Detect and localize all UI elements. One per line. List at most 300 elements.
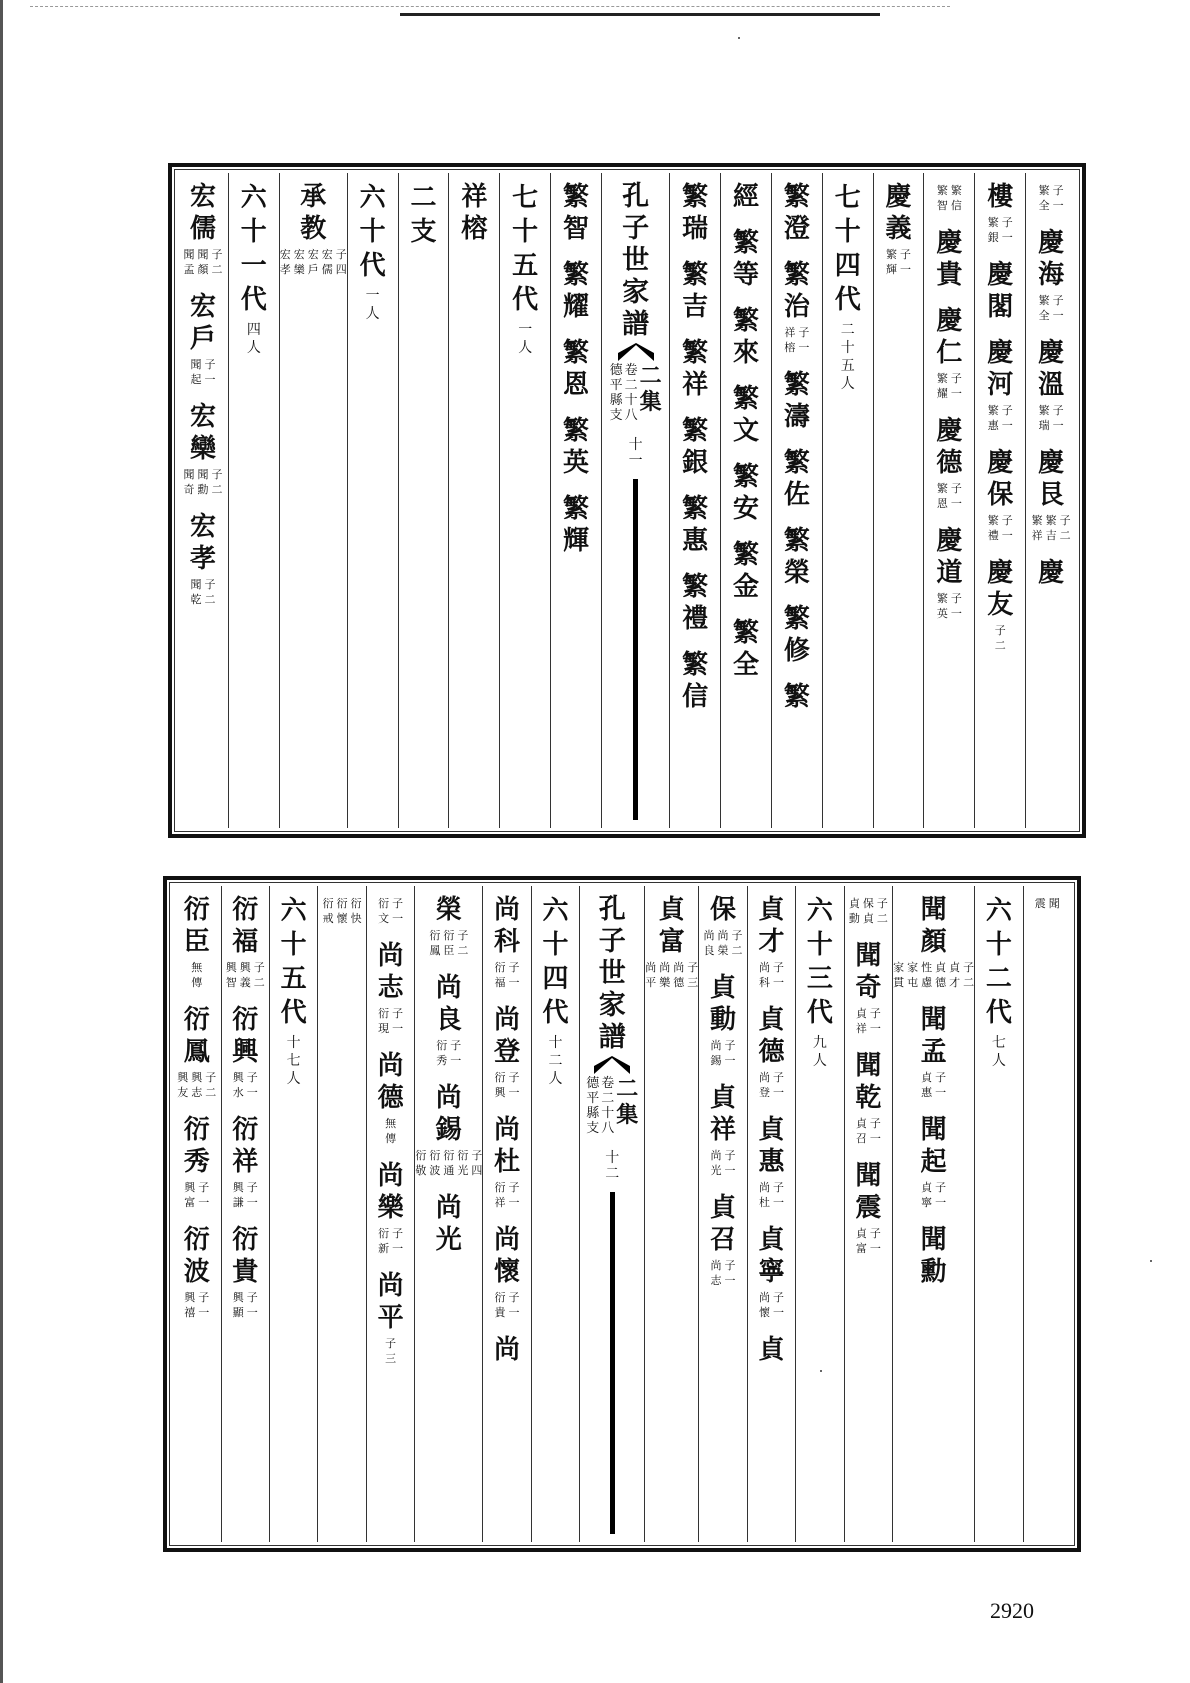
list-item xyxy=(280,181,347,277)
annotation: 聞 顏 xyxy=(197,248,209,276)
fishtail-mark-icon xyxy=(618,343,654,361)
list-item xyxy=(378,940,404,1036)
list-item xyxy=(378,1160,404,1256)
list-item xyxy=(710,1192,736,1288)
annotation: 衍 波 xyxy=(429,1149,441,1177)
annotation: 尚 錫 xyxy=(710,1039,722,1067)
list-item xyxy=(784,681,810,713)
annotation: 興 水 xyxy=(232,1071,244,1099)
person-name: 樓 xyxy=(987,182,1014,212)
generation-title: 六 十 一 代 xyxy=(240,183,267,315)
list-item xyxy=(937,181,962,213)
annotation: 性 慮 xyxy=(921,961,933,989)
person-name: 繁 xyxy=(783,682,810,712)
list-item xyxy=(682,259,708,323)
annotation: 尚 科 xyxy=(758,961,770,989)
person-name: 繁 耀 xyxy=(563,260,590,322)
person-name: 慶 義 xyxy=(885,182,912,244)
name-list-column xyxy=(550,173,601,828)
list-item xyxy=(1035,894,1060,911)
annotation-group xyxy=(704,928,743,958)
annotation: 子 一 xyxy=(508,1071,520,1099)
list-item xyxy=(563,493,589,557)
annotation: 子 一 xyxy=(198,1291,210,1319)
generation-heading-column xyxy=(822,173,873,828)
annotation: 尚 光 xyxy=(710,1149,722,1177)
annotation-group xyxy=(385,1116,396,1146)
annotation: 繁 瑞 xyxy=(1038,404,1050,432)
volume-label: 卷 二 十 八 xyxy=(601,1076,615,1136)
annotation-group xyxy=(226,960,265,990)
annotation: 子 二 xyxy=(731,929,743,957)
annotation: 子 一 xyxy=(392,897,404,925)
annotation: 繁 耀 xyxy=(936,372,948,400)
annotation-group xyxy=(190,577,215,607)
annotation: 衍 鳳 xyxy=(429,929,441,957)
annotation-group xyxy=(937,183,962,213)
person-name: 繁 來 xyxy=(733,306,760,368)
annotation: 貞 動 xyxy=(848,897,860,925)
annotation: 子 一 xyxy=(772,961,784,989)
person-name: 尚 登 xyxy=(494,1005,521,1067)
annotation: 子 二 xyxy=(211,468,223,496)
person-name: 尚 志 xyxy=(377,941,404,1003)
person-name: 宏 儒 xyxy=(189,182,216,244)
annotation-group xyxy=(893,960,974,990)
annotation: 繁 吉 xyxy=(1045,514,1057,542)
annotation: 聞 xyxy=(1048,897,1060,910)
annotation: 子 一 xyxy=(935,1071,947,1099)
person-name: 尚 樂 xyxy=(377,1161,404,1223)
person-name: 繁 等 xyxy=(733,228,760,290)
person-name: 貞 惠 xyxy=(758,1115,785,1177)
annotation: 貞 富 xyxy=(855,1227,867,1255)
list-item xyxy=(733,539,759,603)
annotation: 子 一 xyxy=(772,1291,784,1319)
generation-count: 九 人 xyxy=(812,1035,827,1069)
top-genealogy-page xyxy=(168,163,1086,838)
annotation-group xyxy=(233,1180,258,1210)
person-name: 繁 恩 xyxy=(563,338,590,400)
annotation: 興 友 xyxy=(177,1071,189,1099)
annotation-group xyxy=(988,215,1013,245)
person-name: 繁 信 xyxy=(682,650,709,712)
annotation: 子 一 xyxy=(246,1071,258,1099)
list-item xyxy=(682,649,708,713)
person-name: 聞 震 xyxy=(855,1161,882,1223)
annotation: 宏 儒 xyxy=(321,248,333,276)
annotation-group xyxy=(280,247,347,277)
entry-column xyxy=(892,886,974,1542)
center-title-column xyxy=(601,173,669,828)
person-name: 聞 顏 xyxy=(920,895,947,957)
person-name: 宏 戶 xyxy=(189,292,216,354)
annotation: 家 屯 xyxy=(907,961,919,989)
list-item xyxy=(232,1224,258,1320)
book-title: 孔 子 世 家 譜 xyxy=(598,894,626,1053)
annotation: 尚 樂 xyxy=(659,961,671,989)
list-item xyxy=(987,447,1013,543)
annotation-group xyxy=(1039,403,1064,433)
person-name: 繁 祥 xyxy=(682,338,709,400)
annotation: 宏 孝 xyxy=(279,248,291,276)
generation-count: 十 七 人 xyxy=(286,1035,301,1087)
person-name: 繁 治 xyxy=(783,260,810,322)
annotation: 繁 祥 xyxy=(1031,514,1043,542)
collection-label: 二 集 xyxy=(616,1076,639,1128)
entry-column xyxy=(844,886,892,1542)
entry-column xyxy=(366,886,414,1542)
branch-label: 德 平 縣 支 xyxy=(609,363,623,423)
generation-heading-column xyxy=(269,886,317,1542)
annotation: 尚 杜 xyxy=(758,1181,770,1209)
annotation: 子 一 xyxy=(508,1181,520,1209)
list-item xyxy=(232,1004,258,1100)
annotation-group xyxy=(378,1226,403,1256)
list-item xyxy=(436,1192,462,1256)
person-name: 繁 吉 xyxy=(682,260,709,322)
annotation-group xyxy=(645,960,698,990)
annotation: 子 一 xyxy=(246,1291,258,1319)
person-name: 聞 起 xyxy=(920,1115,947,1177)
annotation: 子 一 xyxy=(508,1291,520,1319)
annotation-group xyxy=(385,1336,396,1366)
annotation: 繁 銀 xyxy=(987,216,999,244)
annotation: 子 一 xyxy=(1052,184,1064,212)
annotation: 尚 懷 xyxy=(758,1291,770,1319)
book-title: 孔 子 世 家 譜 xyxy=(622,181,650,340)
person-name: 繁 惠 xyxy=(682,494,709,556)
annotation: 貞 寧 xyxy=(921,1181,933,1209)
person-name: 繁 英 xyxy=(563,416,590,478)
annotation: 子 四 xyxy=(335,248,347,276)
list-item xyxy=(733,617,759,681)
person-name: 繁 澄 xyxy=(783,182,810,244)
entry-column xyxy=(1023,886,1071,1542)
person-name: 聞 乾 xyxy=(855,1051,882,1113)
generation-count: 七 人 xyxy=(991,1035,1006,1069)
list-item xyxy=(987,557,1013,653)
person-name: 繁 全 xyxy=(733,618,760,680)
generation-count: 一 人 xyxy=(518,322,533,356)
annotation-group xyxy=(711,1258,736,1288)
folio-number: 十 二 xyxy=(605,1150,620,1182)
list-item xyxy=(758,1004,784,1100)
center-black-bar xyxy=(610,1192,615,1534)
generation-count: 二 十 五 人 xyxy=(840,322,855,392)
annotation: 子 四 xyxy=(471,1149,483,1177)
list-item xyxy=(784,603,810,667)
person-name: 慶 道 xyxy=(936,526,963,588)
list-item xyxy=(378,1050,404,1146)
list-item xyxy=(936,525,962,621)
person-name: 繁 智 xyxy=(563,182,590,244)
annotation-group xyxy=(849,896,888,926)
person-name: 衍 鳳 xyxy=(183,1005,210,1067)
annotation: 子 一 xyxy=(724,1259,736,1287)
annotation: 衍 光 xyxy=(457,1149,469,1177)
annotation: 子 一 xyxy=(869,1227,881,1255)
list-item xyxy=(733,181,759,213)
person-name: 祥 榕 xyxy=(461,182,488,244)
list-item xyxy=(921,1114,947,1210)
person-name: 慶 仁 xyxy=(936,306,963,368)
annotation: 子 一 xyxy=(1001,216,1013,244)
annotation: 保 貞 xyxy=(862,897,874,925)
person-name: 慶 閣 xyxy=(987,260,1014,322)
annotation: 繁 信 xyxy=(950,184,962,212)
annotation-group xyxy=(759,1180,784,1210)
annotation-group xyxy=(937,481,962,511)
annotation: 子 三 xyxy=(687,961,699,989)
annotation: 無 傳 xyxy=(191,961,203,989)
entry-column xyxy=(221,886,269,1542)
entry-column xyxy=(173,886,220,1542)
annotation: 貞 才 xyxy=(949,961,961,989)
center-black-bar xyxy=(633,479,638,820)
generation-heading-column xyxy=(974,886,1022,1542)
annotation: 子 一 xyxy=(869,1007,881,1035)
entry-column xyxy=(698,886,746,1542)
list-item xyxy=(682,337,708,401)
person-name: 尚 xyxy=(494,1335,521,1365)
list-item xyxy=(784,259,810,355)
list-item xyxy=(436,972,462,1068)
list-item xyxy=(563,415,589,479)
person-name: 衍 祥 xyxy=(232,1115,259,1177)
scan-speck xyxy=(738,37,740,39)
annotation: 子 二 xyxy=(211,248,223,276)
annotation-group xyxy=(233,1070,258,1100)
person-name: 貞 德 xyxy=(758,1005,785,1067)
branch-label: 德 平 縣 支 xyxy=(586,1076,600,1136)
annotation: 子 一 xyxy=(204,358,216,386)
annotation: 貞 祥 xyxy=(855,1007,867,1035)
annotation: 衍 戒 xyxy=(322,897,334,925)
center-title-column xyxy=(579,886,644,1542)
annotation-group xyxy=(711,1038,736,1068)
generation-title: 七 十 五 代 xyxy=(512,183,539,315)
list-item xyxy=(784,525,810,589)
annotation: 子 二 xyxy=(876,897,888,925)
generation-heading-column xyxy=(398,173,449,828)
annotation: 子 二 xyxy=(457,929,469,957)
annotation: 子 一 xyxy=(950,482,962,510)
annotation: 衍 現 xyxy=(378,1007,390,1035)
annotation-group xyxy=(856,1116,881,1146)
list-item xyxy=(323,894,362,926)
name-list-column xyxy=(448,173,499,828)
annotation: 家 貫 xyxy=(893,961,905,989)
list-item xyxy=(184,894,210,990)
annotation: 興 智 xyxy=(225,961,237,989)
person-name: 貞 富 xyxy=(658,895,685,957)
bottom-genealogy-page xyxy=(163,876,1081,1552)
collection-label: 二 集 xyxy=(639,363,662,415)
person-name: 宏 孝 xyxy=(189,512,216,574)
person-name: 尚 德 xyxy=(377,1051,404,1113)
page-number: 2920 xyxy=(990,1598,1034,1623)
annotation: 子 一 xyxy=(1001,404,1013,432)
annotation: 衍 祥 xyxy=(494,1181,506,1209)
list-item xyxy=(855,1050,881,1146)
annotation: 衍 新 xyxy=(378,1227,390,1255)
annotation-group xyxy=(429,928,468,958)
annotation: 尚 榮 xyxy=(717,929,729,957)
person-name: 衍 貴 xyxy=(232,1225,259,1287)
annotation-group xyxy=(1032,513,1071,543)
annotation: 衍 秀 xyxy=(436,1039,448,1067)
list-item xyxy=(563,259,589,323)
person-name: 繁 佐 xyxy=(783,448,810,510)
generation-heading-column xyxy=(347,173,398,828)
annotation-group xyxy=(183,467,222,497)
list-item xyxy=(987,337,1013,433)
name-list-column xyxy=(771,173,822,828)
list-item xyxy=(682,493,708,557)
annotation-group xyxy=(378,1006,403,1036)
annotation: 繁 輝 xyxy=(886,248,898,276)
annotation: 衍 文 xyxy=(378,897,390,925)
annotation: 子 二 xyxy=(963,961,975,989)
bottom-columns xyxy=(173,886,1071,1542)
person-name: 衍 秀 xyxy=(183,1115,210,1177)
person-name: 經 xyxy=(733,182,760,212)
person-name: 尚 錫 xyxy=(435,1083,462,1145)
list-item xyxy=(784,181,810,245)
annotation: 尚 志 xyxy=(710,1259,722,1287)
list-item xyxy=(461,181,487,245)
list-item xyxy=(784,369,810,433)
annotation: 聞 孟 xyxy=(183,248,195,276)
annotation-group xyxy=(856,1006,881,1036)
annotation: 尚 登 xyxy=(758,1071,770,1099)
generation-title: 二 支 xyxy=(410,183,437,247)
volume-info xyxy=(586,1076,638,1136)
volume-label: 卷 二 十 八 xyxy=(624,363,638,423)
person-name: 繁 安 xyxy=(733,462,760,524)
list-item xyxy=(494,1334,520,1366)
annotation: 震 xyxy=(1034,897,1046,910)
annotation: 子 一 xyxy=(450,1039,462,1067)
top-columns xyxy=(178,173,1076,828)
annotation: 子 一 xyxy=(869,1117,881,1145)
annotation: 興 顯 xyxy=(232,1291,244,1319)
annotation: 子 二 xyxy=(253,961,265,989)
generation-title: 七 十 四 代 xyxy=(834,183,861,315)
person-name: 繁 榮 xyxy=(783,526,810,588)
annotation: 衍 快 xyxy=(350,897,362,925)
annotation-group xyxy=(495,1290,520,1320)
annotation-group xyxy=(995,623,1006,653)
list-item xyxy=(758,1224,784,1320)
person-name: 榮 xyxy=(435,895,462,925)
list-item xyxy=(563,181,589,245)
annotation-group xyxy=(759,1070,784,1100)
person-name: 慶 德 xyxy=(936,416,963,478)
list-item xyxy=(494,894,520,990)
annotation-group xyxy=(378,896,403,926)
annotation: 子 二 xyxy=(204,578,216,606)
annotation-group xyxy=(323,896,362,926)
annotation-group xyxy=(184,1290,209,1320)
list-item xyxy=(1038,227,1064,323)
annotation: 無 傳 xyxy=(385,1117,397,1145)
person-name: 衍 興 xyxy=(232,1005,259,1067)
annotation: 子 一 xyxy=(900,248,912,276)
volume-info xyxy=(610,363,662,423)
person-name: 慶 艮 xyxy=(1038,448,1065,510)
list-item xyxy=(429,894,468,958)
list-item xyxy=(710,972,736,1068)
annotation: 衍 通 xyxy=(443,1149,455,1177)
generation-heading-column xyxy=(499,173,550,828)
annotation-group xyxy=(921,1070,946,1100)
person-name: 尚 科 xyxy=(494,895,521,957)
annotation: 衍 福 xyxy=(494,961,506,989)
list-item xyxy=(758,894,784,990)
annotation: 子 一 xyxy=(392,1227,404,1255)
person-name: 慶 xyxy=(1038,558,1065,588)
person-name: 尚 光 xyxy=(435,1193,462,1255)
annotation: 繁 全 xyxy=(1038,294,1050,322)
list-item xyxy=(921,1004,947,1100)
list-item xyxy=(184,1114,210,1210)
annotation: 子 一 xyxy=(724,1039,736,1067)
list-item xyxy=(733,461,759,525)
person-name: 宏 欒 xyxy=(189,402,216,464)
list-item xyxy=(494,1114,520,1210)
list-item xyxy=(1038,337,1064,433)
annotation: 宏 戶 xyxy=(307,248,319,276)
generation-count: 十 二 人 xyxy=(548,1035,563,1087)
annotation: 子 二 xyxy=(205,1071,217,1099)
list-item xyxy=(563,337,589,401)
list-item xyxy=(494,1224,520,1320)
person-name: 尚 平 xyxy=(377,1271,404,1333)
annotation: 尚 平 xyxy=(645,961,657,989)
annotation: 繁 智 xyxy=(936,184,948,212)
list-item xyxy=(758,1114,784,1210)
person-name: 繁 禮 xyxy=(682,572,709,634)
person-name: 繁 銀 xyxy=(682,416,709,478)
annotation: 子 一 xyxy=(935,1181,947,1209)
list-item xyxy=(987,259,1013,323)
person-name: 慶 海 xyxy=(1038,228,1065,290)
person-name: 貞 召 xyxy=(710,1193,737,1255)
list-item xyxy=(936,305,962,401)
annotation-group xyxy=(177,1070,216,1100)
annotation: 繁 恩 xyxy=(936,482,948,510)
entry-column xyxy=(974,173,1025,828)
annotation-group xyxy=(184,1180,209,1210)
annotation-group xyxy=(1039,293,1064,323)
person-name: 保 xyxy=(709,895,736,925)
annotation: 貞 召 xyxy=(855,1117,867,1145)
list-item xyxy=(936,415,962,511)
scan-edge xyxy=(0,0,3,1683)
annotation: 子 一 xyxy=(950,372,962,400)
annotation-group xyxy=(988,513,1013,543)
annotation: 子 二 xyxy=(1059,514,1071,542)
list-item xyxy=(704,894,743,958)
annotation: 尚 良 xyxy=(703,929,715,957)
annotation-group xyxy=(190,357,215,387)
name-list-column xyxy=(720,173,771,828)
person-name: 衍 臣 xyxy=(183,895,210,957)
annotation: 貞 德 xyxy=(935,961,947,989)
list-item xyxy=(682,181,708,245)
